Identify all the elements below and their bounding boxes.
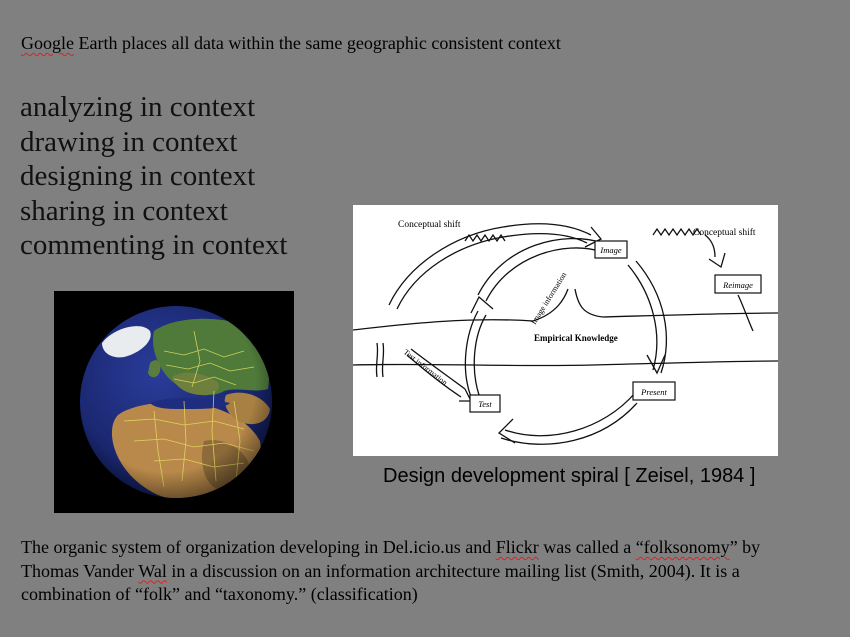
body-text-segment: was called a [538,537,636,557]
context-item-sharing: sharing in context [20,194,228,227]
design-spiral-diagram [353,205,778,456]
body-paragraph [21,536,821,607]
label-conceptual-shift-left: Conceptual shift [398,220,461,230]
design-spiral-figure [353,205,778,456]
body-text-segment: ” by Thomas Vander [21,537,761,581]
context-item-drawing: drawing in context [20,125,238,158]
label-test-information: Test information [401,347,450,388]
label-empirical-knowledge: Empirical Knowledge [534,333,618,343]
label-image: Image [600,245,622,255]
context-item-designing: designing in context [20,160,256,192]
label-image-information: Image information [529,270,569,327]
globe-image [54,291,294,513]
body-text-segment: The organic system of organization developing in Del.icio.us and [21,537,496,557]
context-item-analyzing: analyzing in context [20,91,256,123]
label-reimage: Reimage [723,280,753,290]
slide-heading [21,33,561,54]
body-text-segment: in a discussion on an information architecture mailing list (Smith, 2004). It is a combination of “folk” and “taxonomy.” (classification) [21,560,740,604]
globe-illustration [54,291,294,513]
context-list [20,90,287,263]
heading-rest: Earth places all data within the same geographic consistent context [74,33,561,53]
context-item-commenting: commenting in context [20,229,288,261]
spellcheck-word-wal: Wal [138,560,167,581]
spellcheck-word-flickr: Flickr [495,537,539,557]
label-conceptual-shift-right: Conceptual shift [693,228,756,238]
spellcheck-word-folksonomy: “folksonomy [635,537,730,557]
spellcheck-word-google: Google [21,33,74,53]
label-present: Present [641,387,667,397]
diagram-caption: Design development spiral [ Zeisel, 1984 ] [383,465,756,487]
label-test: Test [478,399,492,409]
